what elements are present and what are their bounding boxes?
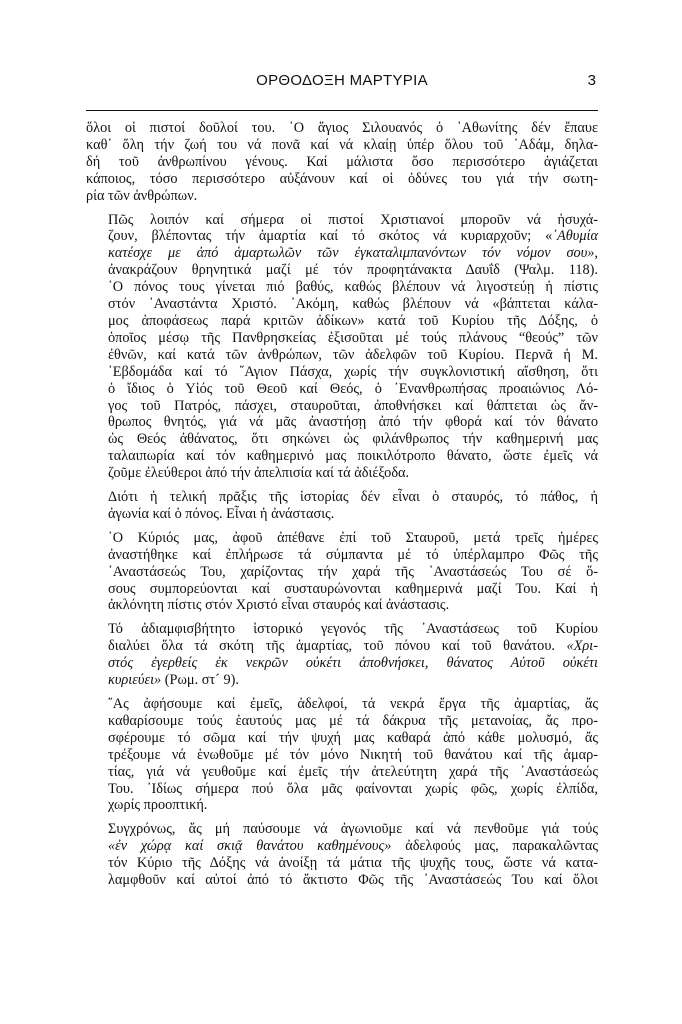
- italic-quote: στός ἐγερθείς ἐκ νεκρῶν οὐκέτι ἀποθνήσκει, θάνατος Αὐτοῦ οὐκέτι: [108, 655, 598, 672]
- text-run: ῾Ο Κύριός μας, ἀφοῦ ἀπέθανε ἐπί τοῦ Σταυροῦ, μετά τρεῖς ἡμέρες: [108, 529, 598, 546]
- text-line: [86, 855, 598, 872]
- paragraph: [86, 120, 598, 205]
- text-run: ἀκλόνητη πίστις στόν Χριστό εἶναι σταυρός καί ἀνάστασις.: [108, 597, 450, 614]
- italic-quote: ᾿Αθυμία: [552, 228, 598, 245]
- italic-quote: κατέσχε με ἀπό ἁμαρτωλῶν τῶν ἐγκαταλιμπανόντων τόν νόμον σου»: [108, 245, 595, 262]
- text-line: [86, 137, 598, 154]
- italic-quote: κυριεύει»: [108, 672, 162, 689]
- text-line: [86, 672, 598, 689]
- text-run: ζουν, βλέποντας τήν ἁμαρτία καί τό σκότος νά κυριαρχοῦν; «: [108, 228, 553, 245]
- text-line: [86, 347, 598, 364]
- text-line: [86, 171, 598, 188]
- text-run: ᾿Αναστάσεώς Του, χαρίζοντας τήν χαρά τῆς ᾿Αναστάσεώς Του σέ ὅ-: [108, 563, 598, 580]
- text-line: [86, 245, 598, 262]
- text-line: [86, 398, 598, 415]
- text-line: [86, 696, 598, 713]
- text-line: [86, 228, 598, 245]
- text-line: [86, 838, 598, 855]
- text-run: λαμφθοῦν καί αὐτοί ἀπό τό ἄκτιστο Φῶς τῆς ᾿Αναστάσεώς Του καί ὅλοι: [108, 872, 598, 889]
- text-line: [86, 872, 598, 889]
- text-run: ὡς Θεός ἀθάνατος, ὅτι σηκώνει ὡς φιλάνθρωπος τήν καθημερινή μας: [108, 431, 598, 448]
- text-line: [86, 313, 598, 330]
- italic-quote: «ἐν χώρᾳ καί σκιᾷ θανάτου καθημένους»: [108, 838, 392, 855]
- body-text: [86, 120, 598, 889]
- text-run: τρέξουμε νά ἑνωθοῦμε μέ τόν μόνο Νικητή τοῦ θανάτου καί τῆς ἁμαρ-: [108, 746, 598, 763]
- text-run: ῾Ο πόνος τους γίνεται πιό βαθύς, καθώς βλέπουν νά λιγοστεύῃ ἡ πίστις: [108, 279, 598, 296]
- text-run: διαλύει ὅλα τά σκότη τῆς ἁμαρτίας, τοῦ πόνου καί τοῦ θανάτου.: [108, 638, 567, 655]
- text-run: ταλαιπωρία καί τόν καθημερινό μας ποικιλότροπο θάνατο, ὥστε ἐμεῖς νά: [108, 448, 598, 465]
- text-line: [86, 638, 598, 655]
- text-run: θρωπος θνητός, γιά νά μᾶς ἀναστήσῃ ἀπό τήν φθορά καί τόν θάνατο: [108, 414, 598, 431]
- text-line: [86, 564, 598, 581]
- text-line: [86, 465, 598, 482]
- text-run: καθαρίσουμε τούς ἑαυτούς μας μέ τά δάκρυα τῆς μετανοίας, ἄς προ-: [108, 712, 598, 729]
- text-line: [86, 330, 598, 347]
- text-line: [86, 730, 598, 747]
- text-line: [86, 764, 598, 781]
- text-run: (Ρωμ. στ´ 9).: [161, 672, 239, 689]
- paragraph: [86, 821, 598, 889]
- text-run: Συγχρόνως, ἄς μή παύσουμε νά ἀγωνιοῦμε καί νά πενθοῦμε γιά τούς: [108, 821, 598, 838]
- text-line: [86, 621, 598, 638]
- text-run: τίας, γιά νά γευθοῦμε καί ἐμεῖς τήν ἀτελεύτητη χαρά τῆς ᾿Αναστάσεώς: [108, 763, 598, 780]
- text-line: [86, 279, 598, 296]
- paragraph: [86, 621, 598, 689]
- text-run: ζοῦμε ἐλεύθεροι ἀπό τήν ἀπελπισία καί τά ἀδιέξοδα.: [108, 465, 410, 482]
- text-line: [86, 448, 598, 465]
- text-line: [86, 597, 598, 614]
- text-run: κάποιος, τόσο περισσότερο αὐξάνουν καί οἱ ὀδύνες του γιά τήν σωτη-: [86, 170, 598, 187]
- text-line: [86, 154, 598, 171]
- text-run: ἀναστήθηκε καί ἐπλήρωσε τά σύμπαντα μέ τό ὑπέρλαμπρο Φῶς τῆς: [108, 546, 598, 563]
- text-run: ἀνακράζουν θρηνητικά μαζί μέ τόν προφητάνακτα Δαυΐδ (Ψαλμ. 118).: [108, 262, 598, 279]
- text-run: Πῶς λοιπόν καί σήμερα οἱ πιστοί Χριστιανοί μποροῦν νά ἡσυχά-: [108, 211, 598, 228]
- text-run: ρία τῶν ἀνθρώπων.: [86, 187, 198, 204]
- text-line: [86, 381, 598, 398]
- text-run: Διότι ἡ τελική πρᾶξις τῆς ἱστορίας δέν εἶναι ὁ σταυρός, τό πάθος, ἡ: [108, 489, 598, 506]
- running-header: [86, 72, 598, 96]
- text-run: σφέρουμε τό σῶμα καί τήν ψυχή μας καθαρά ἀπό κάθε μολυσμό, ἄς: [108, 729, 598, 746]
- paragraph: [86, 489, 598, 523]
- text-line: [86, 821, 598, 838]
- text-line: [86, 713, 598, 730]
- text-line: [86, 530, 598, 547]
- text-run: ὁποῖος μέσῳ τῆς Πανθρησκείας ἐξισοῦται μέ τούς πλάνους “θεούς” τῶν: [108, 329, 598, 346]
- text-run: ῾Εβδομάδα καί τό ῞Αγιον Πάσχα, χωρίς τήν συγκλονιστική αἴσθηση, ὅτι: [108, 363, 598, 380]
- header-rule: [86, 110, 598, 111]
- text-run: χωρίς προοπτική.: [108, 797, 208, 814]
- text-run: Τό ἀδιαμφισβήτητο ἱστορικό γεγονός τῆς ᾿Αναστάσεως τοῦ Κυρίου: [108, 621, 598, 638]
- text-run: ,: [594, 245, 598, 262]
- publication-title: ΟΡΘΟΔΟΞΗ ΜΑΡΤΥΡΙΑ: [256, 72, 428, 89]
- text-run: ῎Ας ἀφήσουμε καί ἐμεῖς, ἀδελφοί, τά νεκρά ἔργα τῆς ἁμαρτίας, ἄς: [108, 696, 598, 712]
- text-run: ὅλοι οἱ πιστοί δοῦλοί του. ῾Ο ἅγιος Σιλουανός ὁ ᾿Αθωνίτης δέν ἔπαυε: [86, 120, 598, 136]
- text-line: [86, 120, 598, 137]
- paragraph: [86, 530, 598, 615]
- text-line: [86, 781, 598, 798]
- text-line: [86, 547, 598, 564]
- text-run: καθ᾿ ὅλη τήν ζωή του νά πονᾶ καί νά κλαίῃ ὑπέρ ὅλου τοῦ ᾿Αδάμ, δηλα-: [86, 136, 598, 153]
- text-line: [86, 581, 598, 598]
- text-line: [86, 212, 598, 229]
- text-run: μος ἀποφάσεως παρά κριτῶν ἀδίκων» κατά τοῦ Κυρίου τῆς Δόξης, ὁ: [108, 312, 598, 329]
- text-run: ἐθνῶν, καί κατά τῶν ἀνθρώπων, τῶν ἀδελφῶν τοῦ Κυρίου. Περνᾶ ἡ Μ.: [108, 346, 598, 363]
- text-line: [86, 797, 598, 814]
- text-line: [86, 747, 598, 764]
- text-line: [86, 655, 598, 672]
- text-line: [86, 188, 598, 205]
- text-run: ἀδελφούς μας, παρακαλῶντας: [391, 838, 599, 855]
- text-line: [86, 262, 598, 279]
- text-line: [86, 364, 598, 381]
- text-line: [86, 489, 598, 506]
- text-run: Του. ᾿Ιδίως σήμερα πού ὅλα μᾶς φαίνονται χωρίς φῶς, χωρίς ἐλπίδα,: [108, 780, 598, 797]
- text-run: δή τοῦ ἀνθρωπίνου γένους. Καί μάλιστα ὅσο περισσότερο ἁγιάζεται: [86, 153, 598, 170]
- paragraph: [86, 696, 598, 814]
- text-line: [86, 296, 598, 313]
- text-run: ἀγωνία καί ὁ πόνος. Εἶναι ἡ ἀνάστασις.: [108, 505, 335, 522]
- text-line: [86, 431, 598, 448]
- text-run: ὁ ἴδιος ὁ Υἱός τοῦ Θεοῦ καί Θεός, ὁ ᾿Ενανθρωπήσας προαιώνιος Λό-: [108, 380, 598, 397]
- text-line: [86, 414, 598, 431]
- text-run: γος τοῦ Πατρός, πάσχει, σταυροῦται, ἀποθνήσκει καί θάπτεται ὡς ἄν-: [108, 397, 598, 414]
- paragraph: [86, 212, 598, 483]
- text-run: τόν Κύριο τῆς Δόξης νά ἀνοίξῃ τά μάτια τῆς ψυχῆς τους, ὥστε νά κατα-: [108, 855, 598, 872]
- text-line: [86, 506, 598, 523]
- page-number: 3: [587, 72, 596, 89]
- italic-quote: «Χρι-: [566, 638, 598, 655]
- text-run: σους συμπορεύονται καί συσταυρώνονται καθημερινά μαζί Του. Καί ἡ: [108, 580, 598, 597]
- text-run: στόν ᾿Αναστάντα Χριστό. ᾿Ακόμη, καθώς βλέπουν νά «βάπτεται κάλα-: [108, 296, 598, 313]
